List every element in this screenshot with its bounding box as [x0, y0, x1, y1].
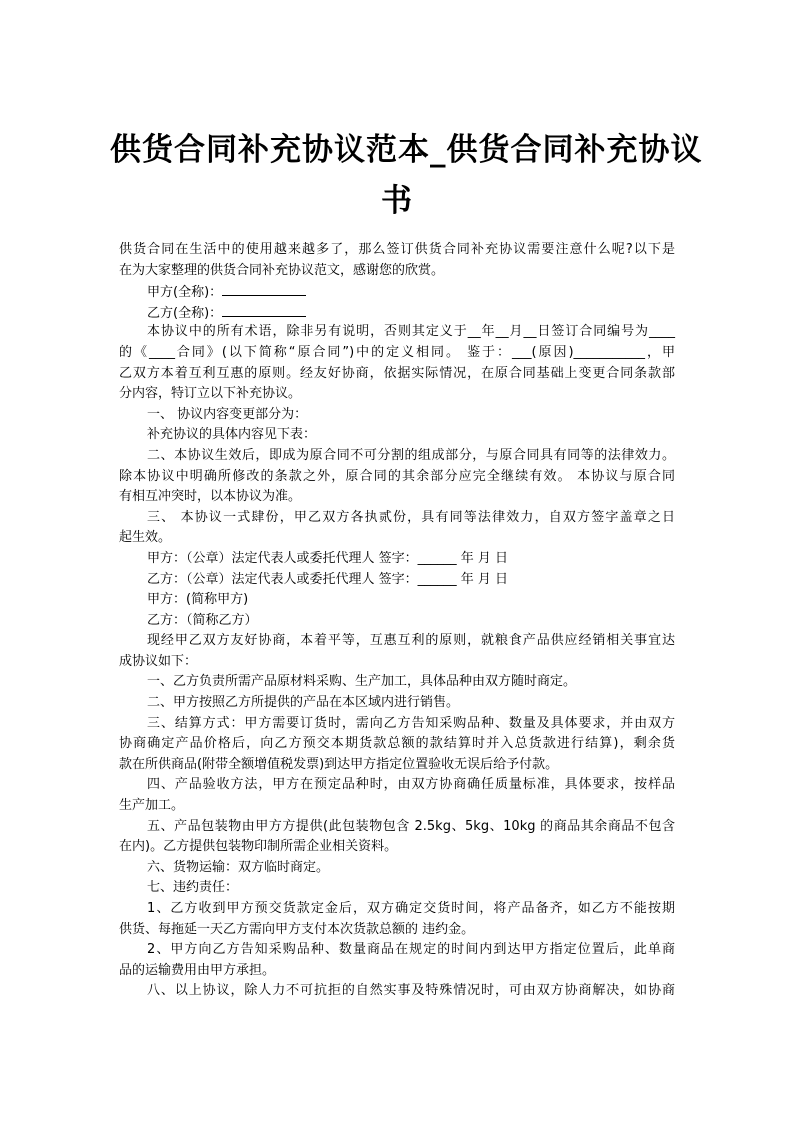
paragraph-line: 2、甲方向乙方告知采购品种、数量商品在规定的时间内到达甲方指定位置后，此单商 [147, 942, 675, 958]
paragraph-line: 分内容，特订立以下补充协议。 [119, 386, 302, 402]
section-heading: 七、违约责任： [147, 880, 239, 896]
party-b-short-name: 乙方：（简称乙方） [147, 612, 258, 628]
paragraph-line: 补充协议的具体内容见下表： [147, 427, 317, 443]
document-body [119, 240, 675, 1002]
paragraph-line: 三、结算方式：甲方需要订货时，需向乙方告知采购品种、数量及具体要求，并由双方 [147, 715, 675, 731]
paragraph-line: 除本协议中明确所修改的条款之外，原合同的其余部分应完全继续有效。 本协议与原合同 [119, 468, 675, 484]
paragraph-line: 六、货物运输：双方临时商定。 [147, 859, 330, 875]
party-a-fullname-field: 甲方(全称)： [119, 281, 675, 302]
paragraph-line: 五、产品包装物由甲方方提供(此包装物包含 2.5kg、5kg、10kg 的商品其余商品不包含 [147, 818, 675, 834]
paragraph-line: 的《____合同》(以下简称“原合同”)中的定义相同。 鉴于：___(原因)___________，甲 [119, 344, 675, 360]
paragraph-line: 供货合同在生活中的使用越来越多了，那么签订供货合同补充协议需要注意什么呢?以下是 [119, 242, 675, 257]
paragraph-line: 二、本协议生效后，即成为原合同不可分割的组成部分，与原合同具有同等的法律效力。 [147, 447, 675, 463]
party-a-short-name: 甲方：(简称甲方) [147, 592, 249, 608]
paragraph-line: 成协议如下： [119, 653, 198, 669]
paragraph-line: 乙双方本着互利互惠的原则。经友好协商，依据实际情况，在原合同基础上变更合同条款部 [119, 365, 675, 381]
paragraph-line: 一、乙方负责所需产品原材料采购、生产加工，具体品种由双方随时商定。 [147, 674, 577, 690]
paragraph-line: 供货、每拖延一天乙方需向甲方支付本次货款总额的 违约金。 [119, 921, 475, 937]
paragraph-line: 品的运输费用由甲方承担。 [119, 962, 276, 978]
paragraph-line: 款在所供商品(附带全额增值税发票)到达甲方指定位置验收无误后给予付款。 [119, 756, 559, 772]
paragraph-line: 生产加工。 [119, 798, 185, 814]
paragraph-line: 在为大家整理的供货合同补充协议范文，感谢您的欣赏。 [119, 262, 445, 278]
blank-underline [222, 281, 306, 296]
paragraph-line: 起生效。 [119, 530, 172, 546]
paragraph-line: 二、甲方按照乙方所提供的产品在本区域内进行销售。 [147, 695, 460, 711]
paragraph-line: 协商确定产品价格后，向乙方预交本期货款总额的款结算时并入总货款进行结算)，剩余货 [119, 736, 675, 752]
party-b-signature-line: 乙方：（公章）法定代表人或委托代理人 签字：______ 年 月 日 [147, 571, 509, 587]
paragraph-line: 三、 本协议一式肆份，甲乙双方各执贰份，具有同等法律效力，自双方签字盖章之日 [147, 509, 675, 525]
document-title-line-1: 供货合同补充协议范本_供货合同补充协议 [110, 132, 703, 168]
blank-underline [222, 302, 306, 317]
party-b-fullname-field: 乙方(全称)： [119, 302, 675, 323]
paragraph-line: 八、以上协议，除人力不可抗拒的自然实事及特殊情况时，可由双方协商解决，如协商 [147, 983, 675, 999]
paragraph-line: 在内)。乙方提供包装物印制所需企业相关资料。 [119, 839, 398, 855]
paragraph-line: 1、乙方收到甲方预交货款定金后，双方确定交货时间，将产品备齐，如乙方不能按期 [147, 901, 675, 916]
paragraph-line: 有相互冲突时，以本协议为准。 [119, 489, 302, 505]
paragraph-line: 现经甲乙双方友好协商，本着平等，互惠互利的原则，就粮食产品供应经销相关事宜达 [147, 633, 675, 649]
party-a-signature-line: 甲方：（公章）法定代表人或委托代理人 签字：______ 年 月 日 [147, 550, 509, 566]
paragraph-line: 四、产品验收方法，甲方在预定品种时，由双方协商确任质量标准，具体要求，按样品 [147, 777, 675, 793]
paragraph-line: 本协议中的所有术语，除非另有说明，否则其定义于__年__月__日签订合同编号为____ [147, 324, 675, 340]
document-title-line-2: 书 [381, 183, 413, 219]
section-heading: 一、 协议内容变更部分为： [147, 406, 308, 422]
